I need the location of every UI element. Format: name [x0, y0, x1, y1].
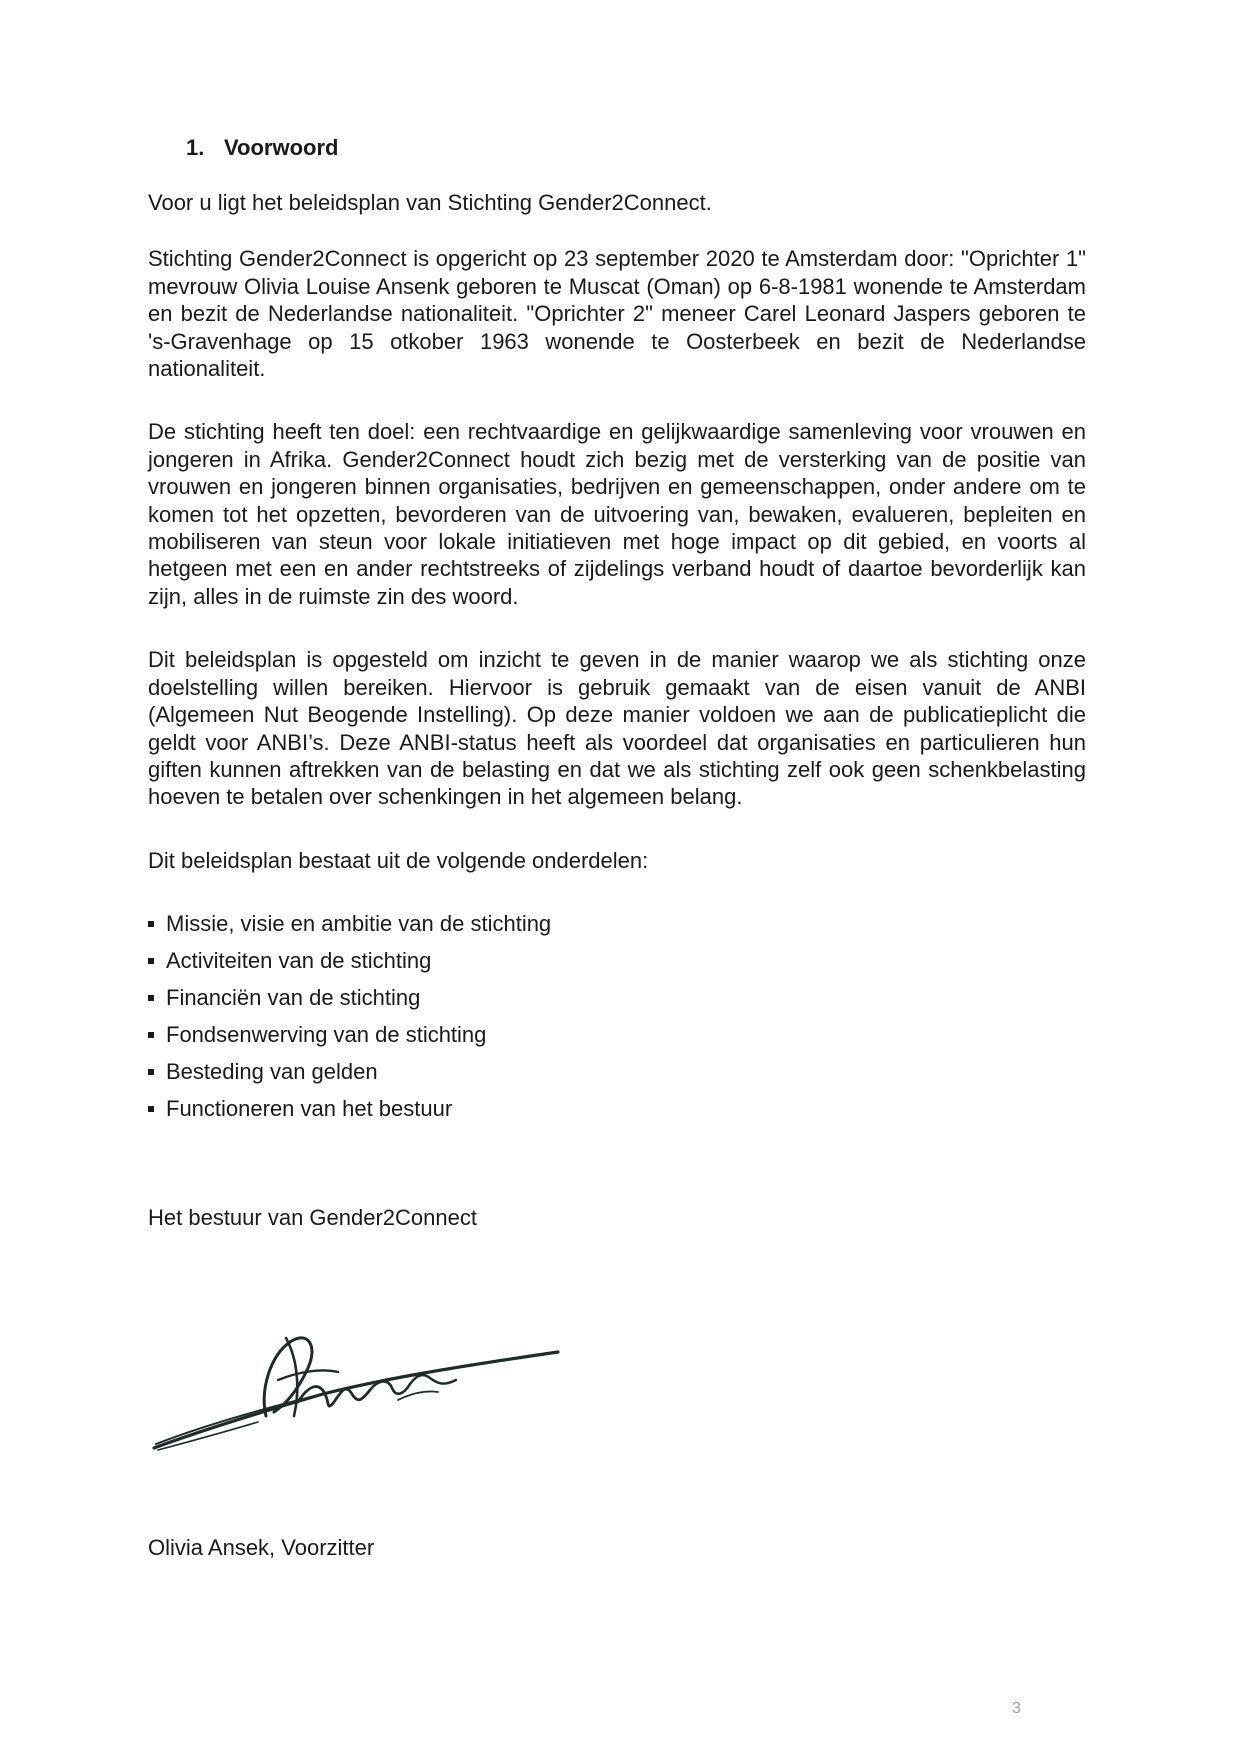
- section-number: 1.: [186, 135, 205, 160]
- list-item: Missie, visie en ambitie van de stichting: [148, 910, 1086, 947]
- list-item: Financiën van de stichting: [148, 984, 1086, 1021]
- signature-image: [148, 1320, 568, 1460]
- bullet-square-icon: [148, 1106, 154, 1112]
- bullet-square-icon: [148, 921, 154, 927]
- page-content: [148, 134, 1086, 1259]
- bullet-square-icon: [148, 958, 154, 964]
- purpose-paragraph: Dit beleidsplan is opgesteld om inzicht te geven in de manier waarop we als stichting onze doelstelling willen bereiken. Hiervoor is gebruik gemaakt van de eisen vanuit de ANBI (Algemeen Nut Beogende Instelling). Op deze manier voldoen we aan de publicatieplicht die geldt voor ANBI’s. Deze ANBI-status heeft als voordeel dat organisaties en particulieren hun giften kunnen aftrekken van de belasting en dat we als stichting zelf ook geen schenkbelasting hoeven te betalen over schenkingen in het algemeen belang.: [148, 647, 1086, 810]
- list-item: Functioneren van het bestuur: [148, 1095, 1086, 1132]
- intro-paragraph: Voor u ligt het beleidsplan van Stichting Gender2Connect.: [148, 190, 712, 215]
- closing-line: Het bestuur van Gender2Connect: [148, 1205, 477, 1231]
- bullet-square-icon: [148, 1069, 154, 1075]
- bullet-square-icon: [148, 995, 154, 1001]
- list-item: Activiteiten van de stichting: [148, 947, 1086, 984]
- list-item: Besteding van gelden: [148, 1058, 1086, 1095]
- page-number: 3: [1012, 1700, 1021, 1717]
- list-item: Fondsenwerving van de stichting: [148, 1021, 1086, 1058]
- bullet-square-icon: [148, 1032, 154, 1038]
- section-heading: [186, 134, 1086, 161]
- section-title: Voorwoord: [224, 135, 339, 160]
- contents-list: [148, 910, 1086, 1132]
- signer-name: Olivia Ansek, Voorzitter: [148, 1535, 375, 1560]
- list-intro-paragraph: Dit beleidsplan bestaat uit de volgende onderdelen:: [148, 847, 649, 873]
- founders-paragraph: Stichting Gender2Connect is opgericht op 23 september 2020 te Amsterdam door: "Oprichter 1" mevrouw Olivia Louise Ansenk geboren te Muscat (Oman) op 6-8-1981 wonende te Amsterdam en bezit de Nederlandse nationaliteit. "Oprichter 2" meneer Carel Leonard Jaspers geboren te 's-Gravenhage op 15 otkober 1963 wonende te Oosterbeek en bezit de Nederlandse nationaliteit.: [148, 246, 1086, 382]
- goal-paragraph: De stichting heeft ten doel: een rechtvaardige en gelijkwaardige samenleving voor vrouwen en jongeren in Afrika. Gender2Connect houdt zich bezig met de versterking van de positie van vrouwen en jongeren binnen organisaties, bedrijven en gemeenschappen, onder andere om te komen tot het opzetten, bevorderen van de uitvoering van, bewaken, evalueren, bepleiten en mobiliseren van steun voor lokale initiatieven met hoge impact op dit gebied, en voorts al hetgeen met een en ander rechtstreeks of zijdelings verband houdt of daartoe bevorderlijk kan zijn, alles in de ruimste zin des woord.: [148, 419, 1086, 609]
